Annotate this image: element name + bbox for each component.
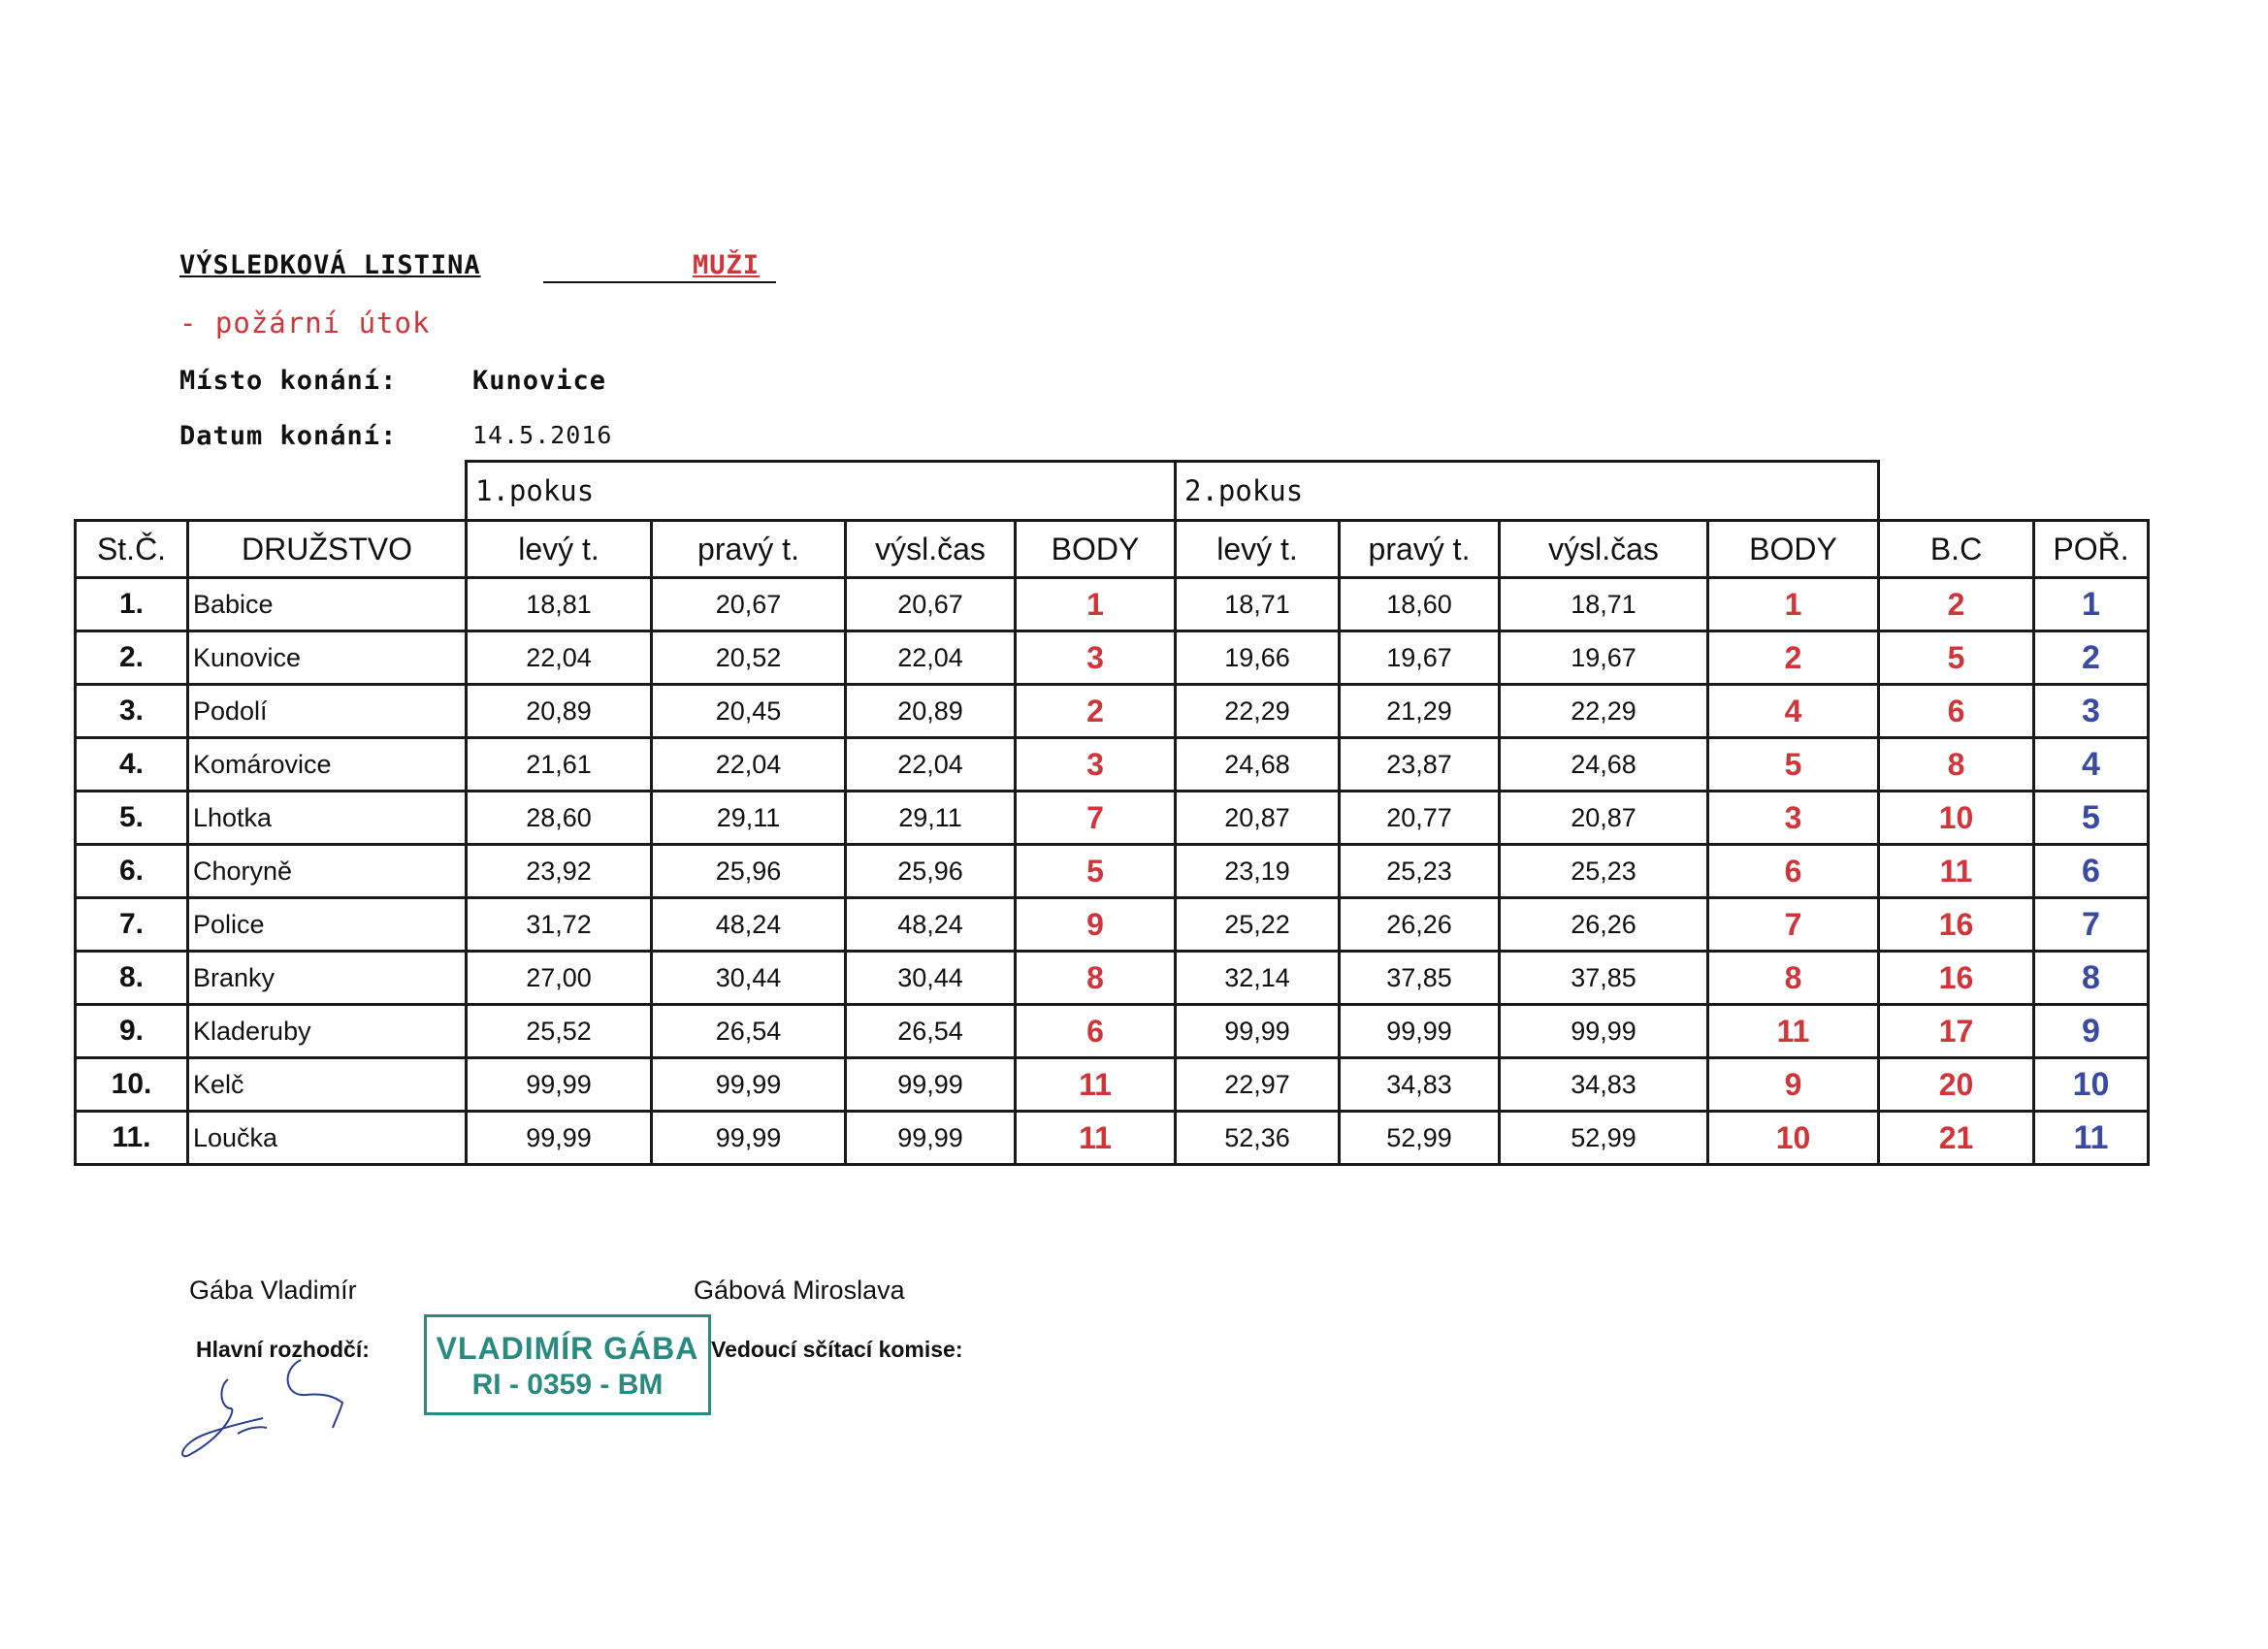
col-right-2-cell: 37,85	[1340, 952, 1500, 1005]
col-team-header: DRUŽSTVO	[188, 521, 467, 578]
col-rank-cell: 1	[2034, 578, 2149, 631]
col-team-cell: Loučka	[188, 1112, 467, 1165]
col-team-cell: Podolí	[188, 685, 467, 738]
col-total-cell: 8	[1879, 738, 2034, 792]
col-team-cell: Choryně	[188, 845, 467, 898]
col-points-2-cell: 5	[1708, 738, 1879, 792]
col-left-2-cell: 18,71	[1176, 578, 1340, 631]
col-stc-cell: 6.	[76, 845, 188, 898]
table-row	[76, 631, 2149, 685]
table-row	[76, 738, 2149, 792]
col-total-cell: 21	[1879, 1112, 2034, 1165]
stamp-id: RI - 0359 - BM	[471, 1369, 664, 1401]
col-result-1-cell: 22,04	[846, 631, 1016, 685]
col-result-2-cell: 18,71	[1500, 578, 1708, 631]
col-right-2-cell: 18,60	[1340, 578, 1500, 631]
col-total-cell: 16	[1879, 952, 2034, 1005]
col-stc-cell: 4.	[76, 738, 188, 792]
col-right-2-cell: 21,29	[1340, 685, 1500, 738]
col-left-1-cell: 18,81	[467, 578, 652, 631]
col-right-1-cell: 26,54	[652, 1005, 846, 1058]
col-rank-cell: 9	[2034, 1005, 2149, 1058]
col-right-1-cell: 22,04	[652, 738, 846, 792]
col-left-2-cell: 22,29	[1176, 685, 1340, 738]
col-left-1-cell: 27,00	[467, 952, 652, 1005]
col-result-1-cell: 22,04	[846, 738, 1016, 792]
column-header-row	[76, 521, 2149, 578]
col-points-1-cell: 1	[1016, 578, 1176, 631]
col-team-cell: Komárovice	[188, 738, 467, 792]
col-result-2-cell: 19,67	[1500, 631, 1708, 685]
col-total-header: B.C	[1879, 521, 2034, 578]
col-right-1-cell: 48,24	[652, 898, 846, 952]
col-points-1-header: BODY	[1016, 521, 1176, 578]
col-left-1-cell: 22,04	[467, 631, 652, 685]
col-left-1-cell: 21,61	[467, 738, 652, 792]
title-underline	[543, 281, 776, 283]
col-left-2-cell: 32,14	[1176, 952, 1340, 1005]
col-left-2-header: levý t.	[1176, 521, 1340, 578]
col-team-cell: Branky	[188, 952, 467, 1005]
col-left-1-cell: 99,99	[467, 1112, 652, 1165]
col-points-2-header: BODY	[1708, 521, 1879, 578]
col-right-1-cell: 20,67	[652, 578, 846, 631]
col-right-2-cell: 52,99	[1340, 1112, 1500, 1165]
results-table	[74, 460, 2150, 1166]
document-title: VÝSLEDKOVÁ LISTINA	[179, 250, 481, 280]
col-points-2-cell: 10	[1708, 1112, 1879, 1165]
col-stc-cell: 3.	[76, 685, 188, 738]
category-label: MUŽI	[693, 250, 761, 280]
col-left-1-cell: 31,72	[467, 898, 652, 952]
venue-label: Místo konání:	[179, 366, 398, 396]
col-left-2-cell: 23,19	[1176, 845, 1340, 898]
date-label: Datum konání:	[179, 421, 398, 451]
col-points-1-cell: 6	[1016, 1005, 1176, 1058]
col-rank-cell: 2	[2034, 631, 2149, 685]
col-points-2-cell: 1	[1708, 578, 1879, 631]
col-result-2-header: výsl.čas	[1500, 521, 1708, 578]
col-right-1-header: pravý t.	[652, 521, 846, 578]
col-rank-cell: 7	[2034, 898, 2149, 952]
col-points-1-cell: 2	[1016, 685, 1176, 738]
col-left-2-cell: 20,87	[1176, 792, 1340, 845]
col-right-1-cell: 29,11	[652, 792, 846, 845]
col-total-cell: 2	[1879, 578, 2034, 631]
col-left-1-cell: 25,52	[467, 1005, 652, 1058]
col-right-2-cell: 25,23	[1340, 845, 1500, 898]
committee-label: Vedoucí sčítací komise:	[711, 1337, 963, 1362]
referee-label: Hlavní rozhodčí:	[196, 1337, 370, 1362]
table-row	[76, 1058, 2149, 1112]
col-left-1-header: levý t.	[467, 521, 652, 578]
col-right-1-cell: 99,99	[652, 1112, 846, 1165]
table-row	[76, 578, 2149, 631]
col-result-1-cell: 99,99	[846, 1112, 1016, 1165]
col-points-1-cell: 3	[1016, 631, 1176, 685]
col-left-2-cell: 24,68	[1176, 738, 1340, 792]
col-points-1-cell: 11	[1016, 1058, 1176, 1112]
col-left-2-cell: 22,97	[1176, 1058, 1340, 1112]
col-left-2-cell: 52,36	[1176, 1112, 1340, 1165]
col-result-1-cell: 48,24	[846, 898, 1016, 952]
col-points-1-cell: 5	[1016, 845, 1176, 898]
col-team-cell: Babice	[188, 578, 467, 631]
col-stc-cell: 1.	[76, 578, 188, 631]
col-result-2-cell: 24,68	[1500, 738, 1708, 792]
handwritten-signature	[170, 1358, 403, 1465]
col-points-2-cell: 9	[1708, 1058, 1879, 1112]
col-right-2-cell: 26,26	[1340, 898, 1500, 952]
col-right-1-cell: 30,44	[652, 952, 846, 1005]
col-right-2-cell: 19,67	[1340, 631, 1500, 685]
col-right-1-cell: 25,96	[652, 845, 846, 898]
table-row	[76, 1005, 2149, 1058]
table-row	[76, 845, 2149, 898]
col-points-2-cell: 3	[1708, 792, 1879, 845]
attempt1-label: 1.pokus	[467, 462, 1176, 521]
col-result-1-header: výsl.čas	[846, 521, 1016, 578]
col-rank-cell: 8	[2034, 952, 2149, 1005]
table-row	[76, 952, 2149, 1005]
col-right-1-cell: 99,99	[652, 1058, 846, 1112]
col-result-2-cell: 25,23	[1500, 845, 1708, 898]
col-stc-cell: 5.	[76, 792, 188, 845]
col-total-cell: 5	[1879, 631, 2034, 685]
col-stc-cell: 7.	[76, 898, 188, 952]
col-team-cell: Kunovice	[188, 631, 467, 685]
col-result-1-cell: 25,96	[846, 845, 1016, 898]
col-result-1-cell: 20,89	[846, 685, 1016, 738]
col-rank-cell: 10	[2034, 1058, 2149, 1112]
table-row	[76, 1112, 2149, 1165]
table-row	[76, 792, 2149, 845]
col-team-cell: Kelč	[188, 1058, 467, 1112]
stamp-name: VLADIMÍR GÁBA	[436, 1331, 699, 1366]
col-result-1-cell: 30,44	[846, 952, 1016, 1005]
col-left-1-cell: 28,60	[467, 792, 652, 845]
col-result-1-cell: 26,54	[846, 1005, 1016, 1058]
venue-value: Kunovice	[472, 366, 607, 396]
col-rank-cell: 4	[2034, 738, 2149, 792]
col-rank-cell: 5	[2034, 792, 2149, 845]
col-rank-header: POŘ.	[2034, 521, 2149, 578]
referee-name: Gába Vladimír	[189, 1276, 357, 1305]
col-rank-cell: 11	[2034, 1112, 2149, 1165]
col-points-2-cell: 7	[1708, 898, 1879, 952]
col-result-1-cell: 99,99	[846, 1058, 1016, 1112]
col-total-cell: 16	[1879, 898, 2034, 952]
col-total-cell: 6	[1879, 685, 2034, 738]
col-result-2-cell: 20,87	[1500, 792, 1708, 845]
col-total-cell: 20	[1879, 1058, 2034, 1112]
col-points-1-cell: 3	[1016, 738, 1176, 792]
col-total-cell: 10	[1879, 792, 2034, 845]
col-left-1-cell: 23,92	[467, 845, 652, 898]
col-points-2-cell: 6	[1708, 845, 1879, 898]
col-right-2-cell: 23,87	[1340, 738, 1500, 792]
table-row	[76, 685, 2149, 738]
col-total-cell: 11	[1879, 845, 2034, 898]
col-points-1-cell: 11	[1016, 1112, 1176, 1165]
col-result-2-cell: 22,29	[1500, 685, 1708, 738]
attempt-header-row	[76, 462, 2149, 521]
table-row	[76, 898, 2149, 952]
col-right-1-cell: 20,45	[652, 685, 846, 738]
col-right-1-cell: 20,52	[652, 631, 846, 685]
col-left-1-cell: 99,99	[467, 1058, 652, 1112]
col-result-2-cell: 26,26	[1500, 898, 1708, 952]
col-points-2-cell: 4	[1708, 685, 1879, 738]
col-total-cell: 17	[1879, 1005, 2034, 1058]
official-stamp	[424, 1314, 711, 1415]
col-team-cell: Kladeruby	[188, 1005, 467, 1058]
col-points-2-cell: 8	[1708, 952, 1879, 1005]
attempt2-label: 2.pokus	[1176, 462, 1879, 521]
col-points-2-cell: 11	[1708, 1005, 1879, 1058]
col-stc-cell: 9.	[76, 1005, 188, 1058]
col-team-cell: Police	[188, 898, 467, 952]
col-points-1-cell: 8	[1016, 952, 1176, 1005]
col-result-2-cell: 99,99	[1500, 1005, 1708, 1058]
col-team-cell: Lhotka	[188, 792, 467, 845]
col-points-2-cell: 2	[1708, 631, 1879, 685]
col-stc-cell: 2.	[76, 631, 188, 685]
col-left-1-cell: 20,89	[467, 685, 652, 738]
col-result-1-cell: 29,11	[846, 792, 1016, 845]
col-left-2-cell: 25,22	[1176, 898, 1340, 952]
col-result-2-cell: 52,99	[1500, 1112, 1708, 1165]
col-stc-cell: 8.	[76, 952, 188, 1005]
date-value: 14.5.2016	[472, 421, 613, 449]
col-stc-cell: 10.	[76, 1058, 188, 1112]
col-left-2-cell: 99,99	[1176, 1005, 1340, 1058]
discipline-subtitle: - požární útok	[179, 307, 431, 340]
col-left-2-cell: 19,66	[1176, 631, 1340, 685]
col-points-1-cell: 7	[1016, 792, 1176, 845]
col-right-2-header: pravý t.	[1340, 521, 1500, 578]
col-stc-header: St.Č.	[76, 521, 188, 578]
col-right-2-cell: 34,83	[1340, 1058, 1500, 1112]
col-result-2-cell: 34,83	[1500, 1058, 1708, 1112]
col-stc-cell: 11.	[76, 1112, 188, 1165]
col-result-2-cell: 37,85	[1500, 952, 1708, 1005]
col-points-1-cell: 9	[1016, 898, 1176, 952]
col-result-1-cell: 20,67	[846, 578, 1016, 631]
col-rank-cell: 3	[2034, 685, 2149, 738]
committee-name: Gábová Miroslava	[694, 1276, 905, 1305]
col-right-2-cell: 99,99	[1340, 1005, 1500, 1058]
col-rank-cell: 6	[2034, 845, 2149, 898]
col-right-2-cell: 20,77	[1340, 792, 1500, 845]
